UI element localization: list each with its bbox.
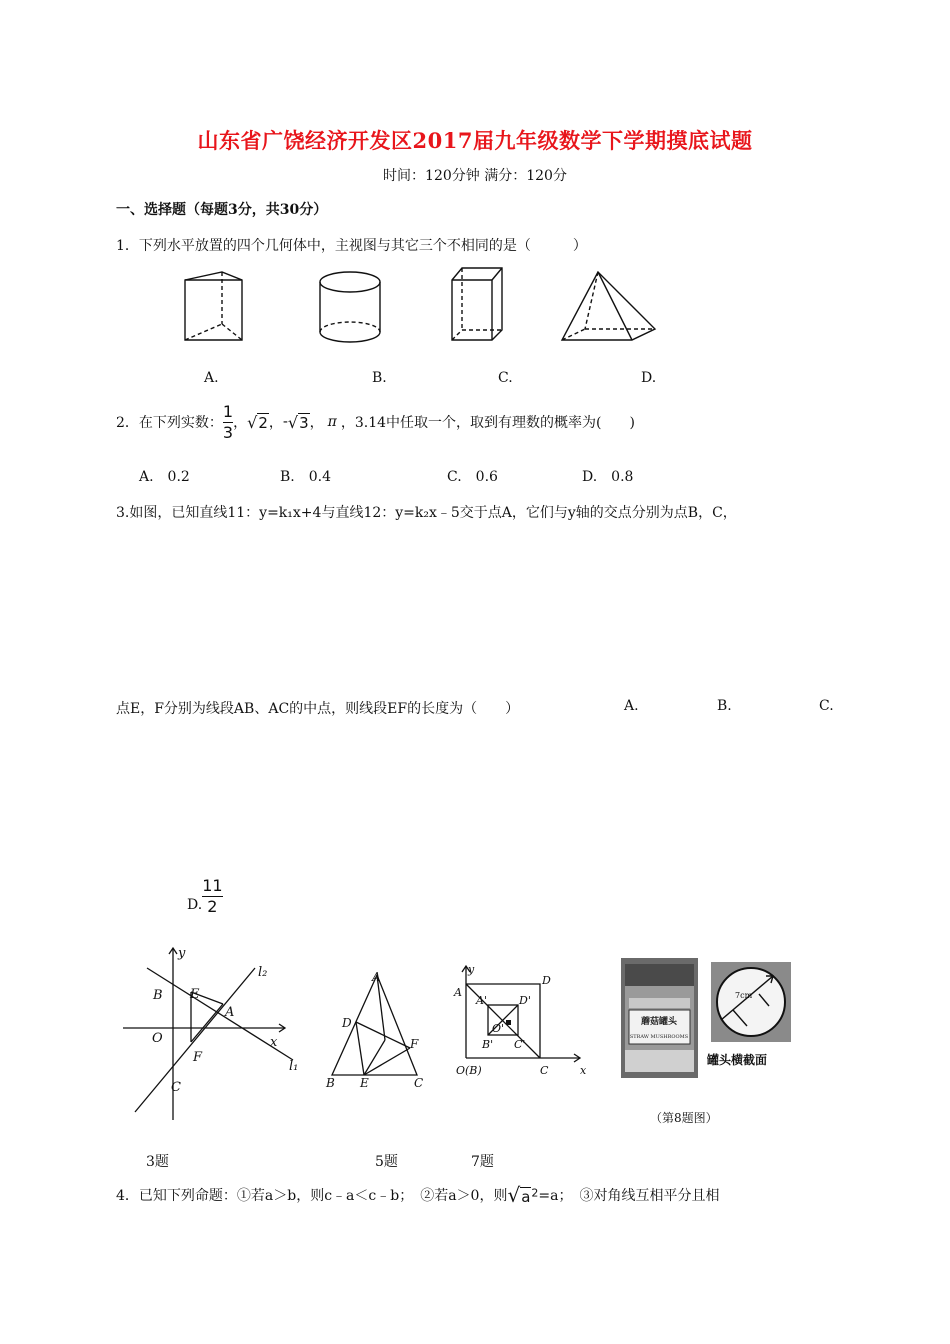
exponent: 2 xyxy=(531,1186,539,1200)
fig5-label: C xyxy=(414,1076,424,1090)
option-d-label: D. xyxy=(187,897,203,914)
radical-icon: √ xyxy=(287,412,299,432)
dimension-label: 7cm xyxy=(735,991,753,1000)
cuboid-solid xyxy=(452,268,502,340)
separator: ， xyxy=(309,415,324,432)
fig3-label: F xyxy=(193,1050,203,1065)
q1-option-a: A. xyxy=(204,370,219,386)
radicand: 3 xyxy=(299,413,309,432)
q3-option-c: C. xyxy=(819,698,834,714)
q2-option-c: C. 0.6 xyxy=(447,469,498,485)
fig7-label: O' xyxy=(492,1022,505,1035)
fraction-numerator: 11 xyxy=(202,876,223,895)
pyramid-solid xyxy=(562,272,655,340)
fig3-label: E xyxy=(190,987,200,1002)
fig5-label: B xyxy=(326,1076,335,1090)
fig7-label: x xyxy=(580,1064,587,1077)
cross-section-label: 罐头横截面 xyxy=(707,1053,768,1067)
q4-text-start: 4．已知下列命题：①若a＞b，则c﹣a＜c﹣b； ②若a＞0，则 xyxy=(116,1188,508,1204)
fig3-label: l₁ xyxy=(289,1059,299,1074)
question-2 xyxy=(116,403,635,441)
q4-text-end: =a； ③对角线互相平分且相 xyxy=(538,1188,720,1204)
point-marker xyxy=(506,1020,511,1025)
fraction-numerator: 1 xyxy=(222,402,234,421)
fig5-label: A xyxy=(372,970,381,984)
fig3-label: O xyxy=(152,1031,163,1046)
q2-option-d: D. 0.8 xyxy=(582,469,634,485)
question-3-cont: 点E，F分别为线段AB、AC的中点，则线段EF的长度为（ ） xyxy=(116,701,520,717)
question-3: 3.如图，已知直线11：y=k₁x+4与直线12：y=k₂x﹣5交于点A，它们与y轴的交点分别为点B，C， xyxy=(116,505,737,521)
q2-option-a: A. 0.2 xyxy=(139,469,190,485)
fraction-denominator: 2 xyxy=(207,896,218,916)
fig7-label: A' xyxy=(476,994,487,1007)
fig7-label: C xyxy=(540,1064,549,1077)
fig7-label: C' xyxy=(514,1038,526,1051)
fig3-label: C xyxy=(171,1080,181,1095)
q3-option-a: A. xyxy=(624,698,639,714)
fig7-label: B' xyxy=(482,1038,494,1051)
figure-5-triangle xyxy=(322,965,432,1095)
fig3-label: B xyxy=(153,988,163,1003)
figure-7-caption: 7题 xyxy=(471,1154,494,1170)
fig7-label: y xyxy=(468,963,475,976)
pi-symbol: π xyxy=(327,414,337,431)
sqrt-a-squared xyxy=(507,1183,538,1207)
fig7-label: D xyxy=(542,974,551,987)
fig5-label: D xyxy=(342,1016,352,1030)
fig3-label: A xyxy=(225,1005,235,1020)
q1-option-c: C. xyxy=(498,370,513,386)
fraction-denominator: 3 xyxy=(222,422,234,442)
page-title: 山东省广饶经济开发区2017届九年级数学下学期摸底试题 xyxy=(197,128,753,153)
fraction-eleven-halves xyxy=(202,877,222,915)
fig5-label: F xyxy=(410,1037,419,1051)
question-1: 1．下列水平放置的四个几何体中，主视图与其它三个不相同的是（ ） xyxy=(116,238,587,254)
figure-3-caption: 3题 xyxy=(146,1154,169,1170)
fig3-label: y xyxy=(178,946,186,961)
figure-8-caption: （第8题图） xyxy=(650,1111,718,1125)
cylinder-solid xyxy=(320,272,380,342)
can-label-subtext: STRAW MUSHROOMS xyxy=(629,1034,689,1040)
can-cross-section xyxy=(711,962,791,1042)
radicand: 2 xyxy=(258,413,268,432)
triangular-prism-solid xyxy=(185,272,242,340)
q3-option-b: B. xyxy=(717,698,732,714)
can-photo xyxy=(621,958,698,1078)
separator: ， xyxy=(268,415,283,432)
fig7-label: A xyxy=(454,986,462,999)
radicand: a xyxy=(521,1188,531,1206)
minus-sign: - xyxy=(282,414,288,431)
q1-solids-figure xyxy=(170,262,670,352)
exam-info: 时间：120分钟 满分：120分 xyxy=(383,168,567,184)
q3-option-d xyxy=(187,877,223,915)
figure-7-squares xyxy=(452,962,597,1082)
q1-option-d: D. xyxy=(641,370,657,386)
fig5-label: E xyxy=(360,1076,369,1090)
fig7-label: D' xyxy=(519,994,531,1007)
radical-icon: √ xyxy=(247,412,258,432)
fraction-one-third xyxy=(223,403,233,441)
separator: ， xyxy=(233,415,248,432)
q2-prefix: 2．在下列实数： xyxy=(116,415,223,432)
fig3-label: x xyxy=(270,1035,278,1050)
q2-suffix: ，3.14中任取一个，取到有理数的概率为( ) xyxy=(340,415,635,432)
figure-5-caption: 5题 xyxy=(375,1154,398,1170)
sqrt-2 xyxy=(247,413,269,432)
sqrt-3 xyxy=(288,413,310,432)
q1-option-b: B. xyxy=(372,370,387,386)
figure-3-lines xyxy=(115,940,310,1130)
can-label-text: 蘑菇罐头 xyxy=(640,1017,678,1027)
section-heading: 一、选择题（每题3分，共30分） xyxy=(116,202,328,218)
fig7-label: O(B) xyxy=(456,1064,482,1077)
question-4 xyxy=(116,1183,720,1207)
fig3-label: l₂ xyxy=(258,965,268,980)
q2-option-b: B. 0.4 xyxy=(280,469,332,485)
radical-icon: √ xyxy=(507,1183,521,1207)
